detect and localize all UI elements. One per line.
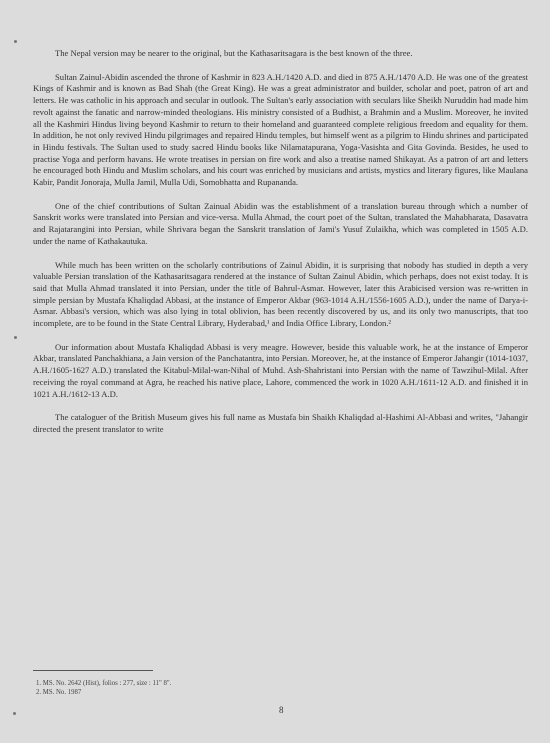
paragraph-british-museum: The cataloguer of the British Museum gives his full name as Mustafa bin Shaikh Khaliqdad al-Hashimi Al-Abbasi and writes, "Jahangir directed the present translator to write: [33, 412, 528, 434]
paragraph-intro: The Nepal version may be nearer to the original, but the Kathasaritsagara is the best known of the three.: [55, 48, 413, 58]
paragraph-translation-bureau: One of the chief contributions of Sultan Zainual Abidin was the establishment of a translation bureau through which a number of Sanskrit works were translated into Persian and vice-versa. Mulla Ahmad, the court poet of the Sultan, translated the Mahabharata, Dasavatra and Rajatarangini into Persian, while Shrivara began the Sanskrit translation of Jami's Yusuf Zulaikha, which was completed in 1505 A.D. under the name of Kathakautuka.: [33, 200, 528, 246]
footnote-2: 2. MS. No. 1987: [36, 689, 82, 696]
page-number: 8: [279, 705, 284, 715]
paragraph-kathasaritsagara-translation: While much has been written on the scholarly contributions of Zainul Abidin, it is surprising that nobody has studied in depth a very valuable Persian translation of the Kathasaritsagara rendered at the instance of Sultan Zainul Abidin, which perhaps, does not exist today. It is said that Mulla Ahmad translated it into Persian, under the title of Bahrul-Asmar. However, later this Arabicised version was re-written in simple persian by Mustafa Khaliqdad Abbasi, at the instance of Emperor Akbar (963-1014 A.H./1556-1605 A.D.), under the name of Darya-i-Asmar. Abbasi's version, which was also lying in total oblivion, has been recently discovered by us, and its only two manuscripts, that too incomplete, are to be found in the State Central Library, Hyderabad,¹ and India Office Library, London.²: [33, 259, 528, 329]
body-text: [33, 48, 528, 436]
footnotes: [36, 679, 396, 697]
footnote-divider: [33, 670, 153, 671]
scan-speck: [13, 712, 16, 715]
scan-speck: [14, 40, 17, 43]
footnote-1: 1. MS. No. 2642 (Hist), folios : 277, size : 11" 8".: [36, 680, 172, 687]
paragraph-sultan-zainul-abidin: Sultan Zainul-Abidin ascended the throne of Kashmir in 823 A.H./1420 A.D. and died in 875 A.H./1470 A.D. He was one of the greatest Kings of Kashmir and is known as Bad Shah (the Great King). He was a great administrator and builder, scholar and poet, patron of art and letters. He was catholic in his approach and secular in outlook. The Sultan's early association with seculars like Sheikh Nuruddin had made him revolt against the fanatic and narrow-minded theologians. His ministry consisted of a Budhist, a Brahmin and a Muslim. Moreover, he invited all the Kashmiri Hindus living beyond Kashmir to return to their homeland and guaranteed complete religious freedom and equality for them. In addition, he not only revived Hindu pilgrimages and repaired Hindu temples, but himself went as a pilgrim to Hindu shrines and participated in Hindu festivals. The Sultan used to study sacred Hindu books like Nilamatapurana, Yoga-Vasishta and Gita Govinda. Besides, he used to practise Yoga and perform havans. He wrote treatises in persian on fire work and also a treatise named Shikayat. As a patron of art and letters he encouraged both Hindu and Muslim scholars, and his court was enriched by musicians and artists, mystics and literary figures, like Maulana Kabir, Pandit Jonoraja, Mulla Jamil, Mulla Udi, Somobhatta and Rupananda.: [33, 71, 528, 188]
scan-speck: [14, 336, 17, 339]
paragraph-mustafa-khaliqdad: Our information about Mustafa Khaliqdad Abbasi is very meagre. However, beside this valuable work, he at the instance of Emperor Akbar, translated Panchakhiana, a Jain version of the Panchatantra, into Persian. Moreover, he, at the instance of Emperor Jahangir (1014-1037, A.H./1605-1627 A.D.) translated the Kitabul-Milal-wan-Nihal of Muhd. Ash-Shahristani into Persian with the name of Tawzihul-Milal. After receiving the royal command at Agra, he reached his native place, Lahore, commenced the work in 1020 A.H./1611-12 A.D. and finished it in 1021 A.H./1612-13 A.D.: [33, 341, 528, 399]
